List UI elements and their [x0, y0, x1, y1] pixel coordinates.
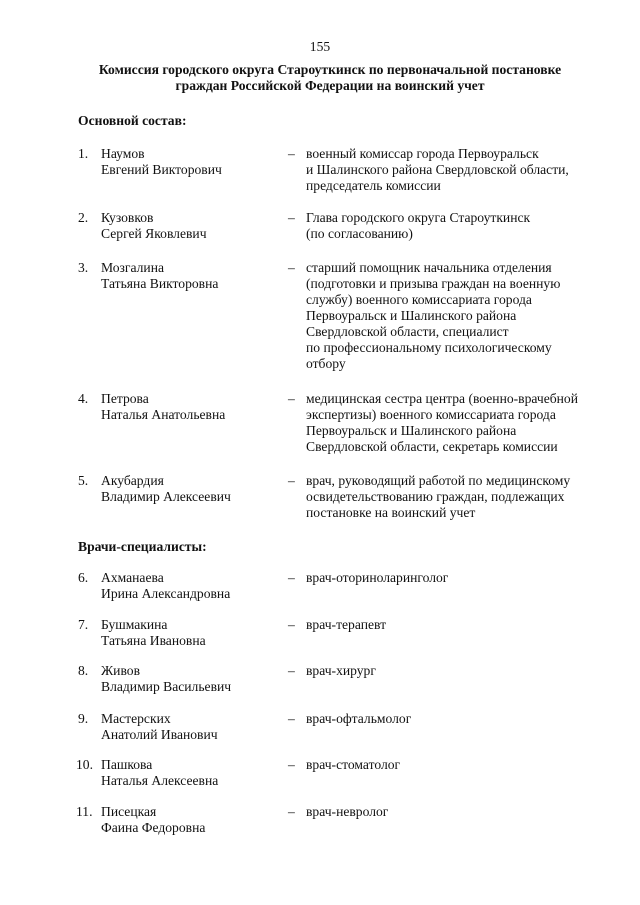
member-dash: – — [288, 711, 295, 726]
member-surname: Бушмакина — [101, 617, 168, 632]
member-number: 4. — [78, 391, 89, 406]
member-role — [306, 570, 616, 586]
member-name — [101, 663, 281, 695]
member-name — [101, 391, 281, 423]
member-dash: – — [288, 617, 295, 632]
member-role-line: службу) военного комиссариата города — [306, 292, 532, 307]
member-number: 8. — [78, 663, 89, 678]
member-role-line: (подготовки и призыва граждан на военную — [306, 276, 561, 291]
member-role-line: медицинская сестра центра (военно-врачебной — [306, 391, 579, 406]
section-heading: Основной состав: — [78, 113, 187, 128]
member-dash: – — [288, 757, 295, 772]
member-name — [101, 473, 281, 505]
member-surname: Живов — [101, 663, 140, 678]
member-dash: – — [288, 804, 295, 819]
member-role-line: врач-стоматолог — [306, 757, 401, 772]
member-surname: Наумов — [101, 146, 145, 161]
member-role — [306, 663, 616, 679]
member-role — [306, 804, 616, 820]
member-role — [306, 210, 616, 242]
member-role-line: врач-невролог — [306, 804, 389, 819]
member-role-line: постановке на воинский учет — [306, 505, 476, 520]
member-role-line: Глава городского округа Староуткинск — [306, 210, 531, 225]
member-role — [306, 757, 616, 773]
member-role-line: и Шалинского района Свердловской области, — [306, 162, 569, 177]
member-given-names: Фаина Федоровна — [101, 820, 206, 835]
member-dash: – — [288, 663, 295, 678]
member-surname: Пашкова — [101, 757, 153, 772]
member-role-line: военный комиссар города Первоуральск — [306, 146, 539, 161]
member-dash: – — [288, 210, 295, 225]
member-role-line: экспертизы) военного комиссариата города — [306, 407, 556, 422]
member-role-line: Свердловской области, специалист — [306, 324, 509, 339]
member-surname: Акубардия — [101, 473, 164, 488]
section-heading: Врачи-специалисты: — [78, 539, 207, 554]
member-role-line: Первоуральск и Шалинского района — [306, 308, 517, 323]
member-given-names: Владимир Алексеевич — [101, 489, 231, 504]
member-surname: Мастерских — [101, 711, 171, 726]
page-number: 155 — [309, 39, 331, 54]
document-title — [40, 62, 620, 94]
member-role — [306, 146, 616, 194]
member-given-names: Наталья Анатольевна — [101, 407, 226, 422]
member-number: 10. — [76, 757, 93, 772]
member-role — [306, 391, 616, 455]
member-name — [101, 210, 281, 242]
member-surname: Кузовков — [101, 210, 154, 225]
member-number: 1. — [78, 146, 89, 161]
member-number: 5. — [78, 473, 89, 488]
member-role-line: врач-оториноларинголог — [306, 570, 449, 585]
member-name — [101, 260, 281, 292]
title-line-1: Комиссия городского округа Староуткинск по первоначальной постановке — [98, 62, 562, 77]
member-role-line: (по согласованию) — [306, 226, 413, 241]
member-role-line: председатель комиссии — [306, 178, 441, 193]
member-number: 6. — [78, 570, 89, 585]
member-role-line: отбору — [306, 356, 346, 371]
member-role — [306, 711, 616, 727]
member-number: 11. — [76, 804, 93, 819]
title-line-2: граждан Российской Федерации на воинский учет — [175, 78, 485, 93]
member-dash: – — [288, 391, 295, 406]
member-given-names: Владимир Васильевич — [101, 679, 232, 694]
member-given-names: Анатолий Иванович — [101, 727, 218, 742]
member-role-line: освидетельствованию граждан, подлежащих — [306, 489, 565, 504]
member-given-names: Татьяна Викторовна — [101, 276, 219, 291]
member-name — [101, 757, 281, 789]
member-name — [101, 146, 281, 178]
member-given-names: Сергей Яковлевич — [101, 226, 207, 241]
member-role-line: врач, руководящий работой по медицинскому — [306, 473, 571, 488]
member-name — [101, 570, 281, 602]
member-role-line: врач-офтальмолог — [306, 711, 412, 726]
member-role — [306, 617, 616, 633]
member-role-line: Первоуральск и Шалинского района — [306, 423, 517, 438]
member-dash: – — [288, 473, 295, 488]
member-number: 3. — [78, 260, 89, 275]
member-role — [306, 260, 616, 372]
member-given-names: Наталья Алексеевна — [101, 773, 219, 788]
member-surname: Ахманаева — [101, 570, 164, 585]
member-dash: – — [288, 570, 295, 585]
member-role-line: врач-терапевт — [306, 617, 387, 632]
member-role-line: старший помощник начальника отделения — [306, 260, 552, 275]
member-surname: Мозгалина — [101, 260, 165, 275]
member-name — [101, 711, 281, 743]
member-surname: Писецкая — [101, 804, 157, 819]
member-given-names: Ирина Александровна — [101, 586, 231, 601]
member-role-line: по профессиональному психологическому — [306, 340, 552, 355]
member-given-names: Татьяна Ивановна — [101, 633, 206, 648]
member-number: 9. — [78, 711, 89, 726]
member-role — [306, 473, 616, 521]
member-number: 2. — [78, 210, 89, 225]
member-name — [101, 617, 281, 649]
member-surname: Петрова — [101, 391, 149, 406]
member-name — [101, 804, 281, 836]
member-role-line: Свердловской области, секретарь комиссии — [306, 439, 558, 454]
member-role-line: врач-хирург — [306, 663, 376, 678]
member-given-names: Евгений Викторович — [101, 162, 222, 177]
member-number: 7. — [78, 617, 89, 632]
member-dash: – — [288, 260, 295, 275]
member-dash: – — [288, 146, 295, 161]
